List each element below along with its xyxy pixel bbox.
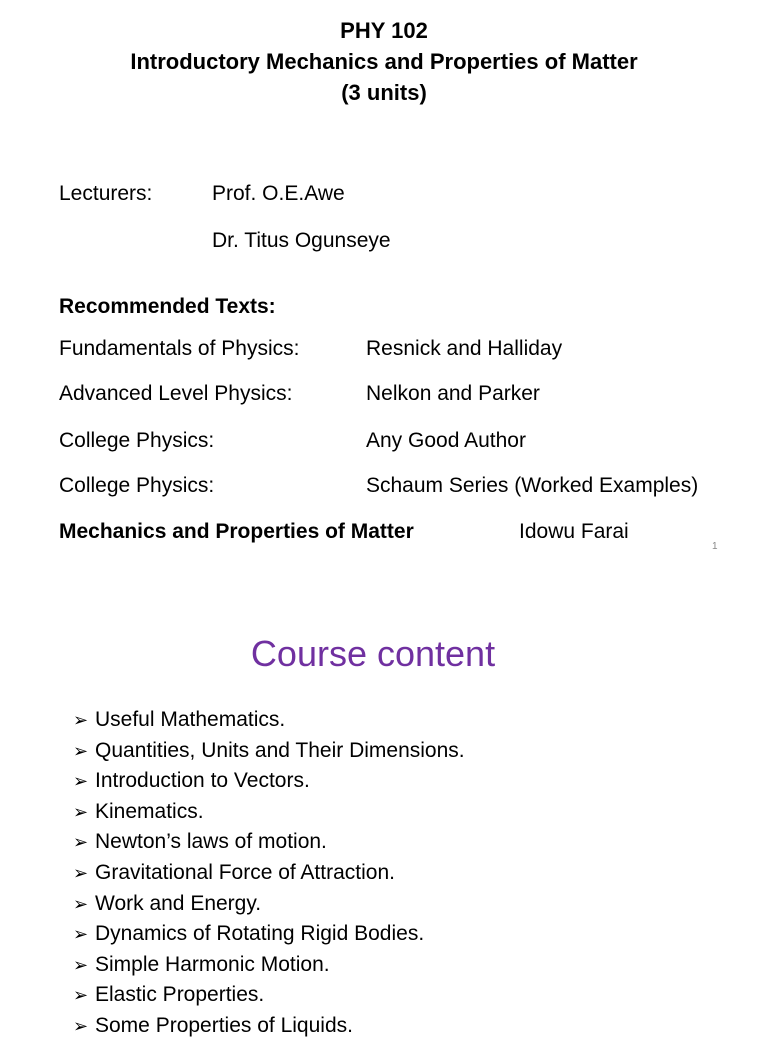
arrow-right-icon: ➢: [73, 985, 89, 1006]
text-author: Schaum Series (Worked Examples): [366, 474, 699, 497]
arrow-right-icon: ➢: [73, 710, 89, 730]
list-item: [73, 1011, 465, 1042]
list-item: [73, 889, 465, 920]
arrow-right-icon: ➢: [73, 924, 89, 945]
list-item: [73, 919, 465, 950]
lecturer-name: Dr. Titus Ogunseye: [212, 229, 391, 252]
topic-label: Elastic Properties.: [95, 983, 265, 1007]
topic-label: Simple Harmonic Motion.: [95, 952, 330, 976]
arrow-right-icon: ➢: [73, 954, 89, 975]
lecturers-label: Lecturers:: [59, 182, 153, 205]
topic-label: Some Properties of Liquids.: [95, 1013, 353, 1037]
arrow-right-icon: ➢: [73, 1015, 89, 1036]
list-item: [73, 705, 465, 736]
text-author: Resnick and Halliday: [366, 337, 563, 360]
course-units: (3 units): [341, 80, 427, 105]
arrow-right-icon: ➢: [73, 740, 89, 761]
list-item: [73, 950, 465, 981]
topic-label: Useful Mathematics.: [95, 708, 286, 731]
text-title-bold: Mechanics and Properties of Matter: [59, 520, 414, 543]
section-title: Course content: [250, 633, 496, 674]
list-item: [73, 736, 465, 767]
text-title: Advanced Level Physics:: [59, 382, 293, 405]
list-item: [73, 827, 465, 858]
arrow-right-icon: ➢: [73, 801, 89, 822]
course-title: Introductory Mechanics and Properties of Matter: [130, 49, 638, 74]
list-item: [73, 858, 465, 889]
topic-label: Quantities, Units and Their Dimensions.: [95, 738, 465, 762]
topic-label: Dynamics of Rotating Rigid Bodies.: [95, 922, 425, 946]
list-item: [73, 766, 465, 797]
arrow-right-icon: ➢: [73, 771, 89, 792]
text-title: Fundamentals of Physics:: [59, 337, 300, 360]
text-author: Any Good Author: [366, 429, 526, 452]
topic-label: Newton’s laws of motion.: [95, 830, 327, 854]
list-item: [73, 797, 465, 828]
arrow-right-icon: ➢: [73, 862, 89, 883]
arrow-right-icon: ➢: [73, 832, 89, 853]
course-code: PHY 102: [340, 18, 428, 43]
page-number: 1: [712, 541, 718, 552]
slide-2: [0, 565, 768, 1037]
topic-label: Gravitational Force of Attraction.: [95, 860, 395, 884]
topic-label: Introduction to Vectors.: [95, 769, 310, 793]
text-author: Nelkon and Parker: [366, 382, 540, 405]
text-author: Idowu Farai: [519, 520, 629, 543]
topic-label: Work and Energy.: [95, 891, 262, 915]
lecturer-name: Prof. O.E.Awe: [212, 182, 345, 205]
course-topics-list: [73, 705, 465, 1042]
recommended-texts-heading: Recommended Texts:: [59, 295, 276, 318]
list-item: [73, 980, 465, 1011]
topic-label: Kinematics.: [95, 799, 204, 823]
arrow-right-icon: ➢: [73, 893, 89, 914]
text-title: College Physics:: [59, 474, 215, 497]
text-title: College Physics:: [59, 429, 215, 452]
